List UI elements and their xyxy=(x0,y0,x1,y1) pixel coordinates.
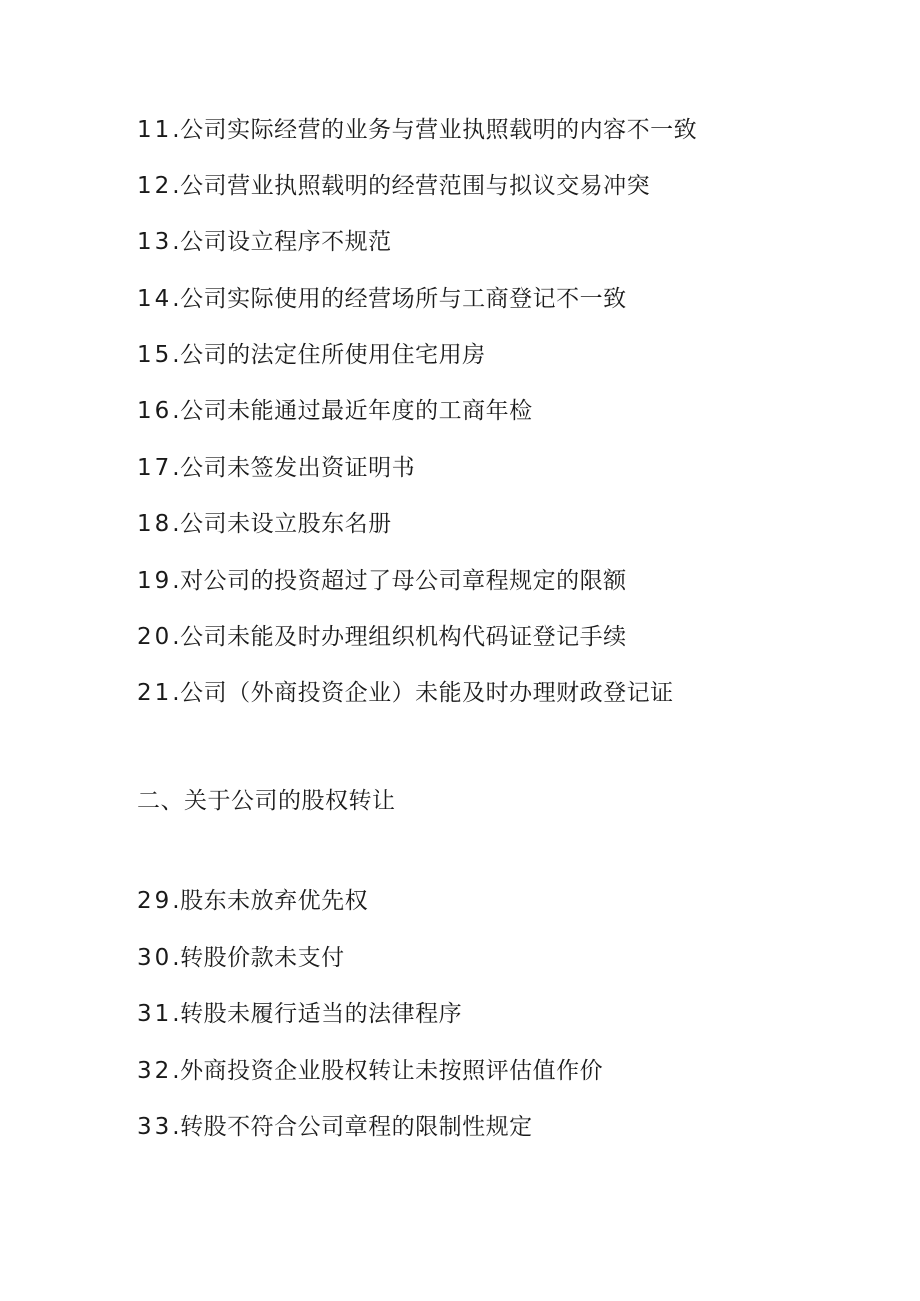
item-text: .公司未设立股东名册 xyxy=(172,511,392,537)
list-item xyxy=(137,509,392,539)
item-text: .公司实际经营的业务与营业执照载明的内容不一致 xyxy=(172,117,698,143)
section-heading: 二、关于公司的股权转让 xyxy=(137,788,396,814)
list-item xyxy=(137,1112,533,1142)
item-number: 21 xyxy=(137,680,173,706)
item-number: 31 xyxy=(137,1001,173,1027)
item-number: 33 xyxy=(137,1114,173,1140)
item-text: .公司实际使用的经营场所与工商登记不一致 xyxy=(172,286,627,312)
item-number: 12 xyxy=(137,173,173,199)
item-text: .公司未能及时办理组织机构代码证登记手续 xyxy=(172,624,627,650)
item-text: .公司未签发出资证明书 xyxy=(172,455,416,481)
item-number: 16 xyxy=(137,398,173,424)
item-number: 29 xyxy=(137,888,173,914)
list-item xyxy=(137,886,368,916)
list-item xyxy=(137,999,462,1029)
list-item xyxy=(137,566,627,596)
item-text: .公司的法定住所使用住宅用房 xyxy=(172,342,486,368)
item-number: 20 xyxy=(137,624,173,650)
list-item xyxy=(137,1056,603,1086)
item-text: .公司营业执照载明的经营范围与拟议交易冲突 xyxy=(172,173,651,199)
item-text: .股东未放弃优先权 xyxy=(172,888,369,914)
item-text: .转股不符合公司章程的限制性规定 xyxy=(172,1114,533,1140)
item-number: 18 xyxy=(137,511,173,537)
list-item xyxy=(137,115,697,145)
item-text: .公司设立程序不规范 xyxy=(172,229,392,255)
item-number: 17 xyxy=(137,455,173,481)
item-number: 14 xyxy=(137,286,173,312)
list-item xyxy=(137,453,415,483)
list-item xyxy=(137,943,345,973)
item-text: .公司（外商投资企业）未能及时办理财政登记证 xyxy=(172,680,674,706)
item-number: 30 xyxy=(137,945,173,971)
item-number: 13 xyxy=(137,229,173,255)
item-number: 19 xyxy=(137,568,173,594)
list-item xyxy=(137,171,650,201)
item-text: .外商投资企业股权转让未按照评估值作价 xyxy=(172,1058,604,1084)
list-item xyxy=(137,284,627,314)
list-item xyxy=(137,622,627,652)
list-item xyxy=(137,227,392,257)
list-item xyxy=(137,340,486,370)
item-text: .公司未能通过最近年度的工商年检 xyxy=(172,398,533,424)
item-text: .转股价款未支付 xyxy=(172,945,345,971)
item-text: .转股未履行适当的法律程序 xyxy=(172,1001,463,1027)
list-item xyxy=(137,678,674,708)
item-number: 15 xyxy=(137,342,173,368)
item-number: 32 xyxy=(137,1058,173,1084)
item-text: .对公司的投资超过了母公司章程规定的限额 xyxy=(172,568,627,594)
list-item xyxy=(137,396,533,426)
item-number: 11 xyxy=(137,117,173,143)
